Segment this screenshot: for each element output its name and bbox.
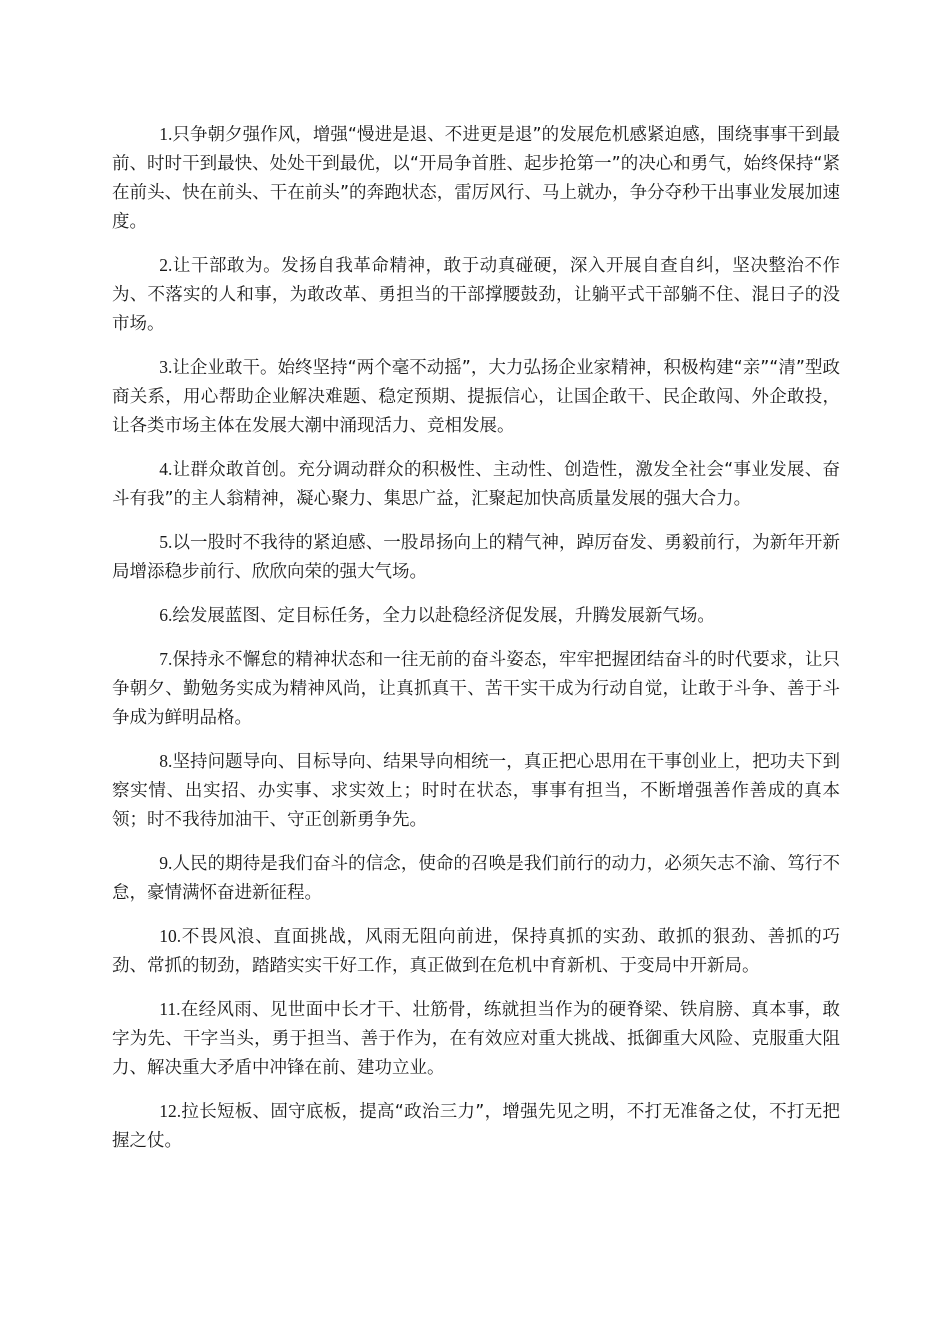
paragraph-text: 以一股时不我待的紧迫感、一股昂扬向上的精气神，踔厉奋发、勇毅前行，为新年开新局增添稳步前行、欣欣向荣的强大气场。 [112,533,840,582]
paragraph-12 [112,1097,840,1156]
paragraph-number: 2. [159,255,173,275]
paragraph-text: 不畏风浪、直面挑战，风雨无阻向前进，保持真抓的实劲、敢抓的狠劲、善抓的巧劲、常抓的韧劲，踏踏实实干好工作，真正做到在危机中育新机、于变局中开新局。 [112,927,840,976]
paragraph-8 [112,747,840,835]
paragraph-text: 只争朝夕强作风，增强“慢进是退、不进更是退”的发展危机感紧迫感，围绕事事干到最前、时时干到最快、处处干到最优，以“开局争首胜、起步抢第一”的决心和勇气，始终保持“紧在前头、快在前头、干在前头”的奔跑状态，雷厉风行、马上就办，争分夺秒干出事业发展加速度。 [112,125,840,232]
paragraph-number: 5. [159,532,173,552]
paragraph-text: 绘发展蓝图、定目标任务，全力以赴稳经济促发展，升腾发展新气场。 [172,606,715,626]
paragraph-2 [112,251,840,339]
paragraph-9 [112,849,840,908]
paragraph-text: 让企业敢干。始终坚持“两个毫不动摇”，大力弘扬企业家精神，积极构建“亲”“清”型政商关系，用心帮助企业解决难题、稳定预期、提振信心，让国企敢干、民企敢闯、外企敢投，让各类市场主体在发展大潮中涌现活力、竞相发展。 [112,358,840,436]
paragraph-text: 坚持问题导向、目标导向、结果导向相统一，真正把心思用在干事创业上，把功夫下到察实情、出实招、办实事、求实效上；时时在状态，事事有担当，不断增强善作善成的真本领；时不我待加油干、守正创新勇争先。 [112,752,840,830]
paragraph-number: 10. [159,926,182,946]
paragraph-text: 拉长短板、固守底板，提高“政治三力”，增强先见之明，不打无准备之仗，不打无把握之仗。 [112,1102,840,1151]
paragraph-number: 1. [159,124,173,144]
paragraph-number: 4. [159,459,173,479]
paragraph-number: 7. [159,649,173,669]
paragraph-3 [112,353,840,441]
paragraph-7 [112,645,840,733]
paragraph-text: 保持永不懈怠的精神状态和一往无前的奋斗姿态，牢牢把握团结奋斗的时代要求，让只争朝夕、勤勉务实成为精神风尚，让真抓真干、苦干实干成为行动自觉，让敢于斗争、善于斗争成为鲜明品格。 [112,650,840,728]
paragraph-4 [112,455,840,514]
paragraph-10 [112,922,840,981]
paragraph-number: 11. [159,999,181,1019]
paragraph-6 [112,601,840,631]
paragraph-5 [112,528,840,587]
paragraph-text: 让干部敢为。发扬自我革命精神，敢于动真碰硬，深入开展自查自纠，坚决整治不作为、不落实的人和事，为敢改革、勇担当的干部撑腰鼓劲，让躺平式干部躺不住、混日子的没市场。 [112,256,840,334]
paragraph-text: 在经风雨、见世面中长才干、壮筋骨，练就担当作为的硬脊梁、铁肩膀、真本事，敢字为先、干字当头，勇于担当、善于作为，在有效应对重大挑战、抵御重大风险、克服重大阻力、解决重大矛盾中冲锋在前、建功立业。 [112,1000,840,1078]
paragraph-number: 3. [159,357,173,377]
paragraph-11 [112,995,840,1083]
document-body [112,120,840,1170]
paragraph-1 [112,120,840,237]
paragraph-number: 9. [159,853,173,873]
paragraph-number: 12. [159,1101,182,1121]
paragraph-number: 6. [159,605,173,625]
paragraph-text: 人民的期待是我们奋斗的信念，使命的召唤是我们前行的动力，必须矢志不渝、笃行不怠，豪情满怀奋进新征程。 [112,854,840,903]
paragraph-text: 让群众敢首创。充分调动群众的积极性、主动性、创造性，激发全社会“事业发展、奋斗有我”的主人翁精神，凝心聚力、集思广益，汇聚起加快高质量发展的强大合力。 [112,460,840,509]
paragraph-number: 8. [159,751,173,771]
